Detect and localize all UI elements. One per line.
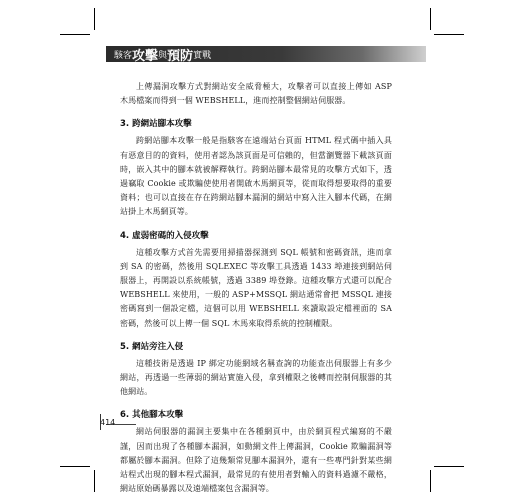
section-paragraph: 網站伺服器的漏洞主要集中在各種網頁中，由於網頁程式編寫的不嚴謹，因而出現了各種腳本漏洞，如動網文件上傳漏洞，Cookie 欺騙漏洞等都屬於腳本漏洞。但除了這幾類常見腳本漏洞外，還有一些專門針對某些網站程式出現的腳本程式漏洞，最常見的有使用者對輸入的資料過濾不嚴格，網站原始碼暴露以及遠端檔案包含漏洞等。: [120, 427, 392, 494]
header-text-2: 攻擊: [132, 48, 159, 64]
section-heading: 6. 其他腳本攻擊: [120, 410, 184, 421]
crop-mark: [434, 34, 464, 35]
section-heading: 3. 跨網站腳本攻擊: [120, 119, 192, 130]
crop-mark: [94, 470, 95, 492]
section-heading: 5. 網站旁注入侵: [120, 341, 184, 352]
page-body: [120, 80, 392, 496]
crop-mark: [60, 34, 90, 35]
crop-mark: [430, 8, 431, 30]
section-paragraph: 跨網站腳本攻擊一般是指駭客在遠端站台頁面 HTML 程式碼中插入具有惡意目的的資料，使用者認為該頁面是可信賴的，但當瀏覽器下載該頁面時，嵌入其中的腳本就被解釋執行。跨網站腳本最常見的攻擊方式如下，透過竊取 Cookie 或欺騙使使用者開啟木馬網頁等，從而取得想要取得的重要資料；也可以直接在存在跨網站腳本漏洞的網站中寫入注入腳本代碼，在網站掛上木馬網頁等。: [120, 136, 392, 217]
header-text-1: 駭客: [114, 50, 133, 61]
section-paragraph: 這種攻擊方式首先需要用掃描器探測到 SQL 帳號和密碼資訊，進而拿到 SA 的密碼，然後用 SQLEXEC 等攻擊工具透過 1433 埠連接到網站伺服器上，再開設以系統帳號，透過 3389 埠登錄。這種攻擊方式還可以配合 WEBSHELL 來使用，一般的 ASP+MSSQL 網站通常會把 MSSQL 連接密碼寫到一個設定檔，這個可以用 WEBSHELL 來讀取設定檔裡面的 SA 密碼，然後可以上傳一個 SQL 木馬來取得系統的控制權限。: [120, 247, 392, 328]
header-text-3: 與: [158, 50, 168, 61]
header-text-4: 預防: [167, 48, 194, 64]
crop-mark: [430, 470, 431, 492]
crop-mark: [60, 466, 90, 467]
page-number: 414: [100, 418, 116, 427]
section-heading: 4. 虛弱密碼的入侵攻擊: [120, 230, 209, 241]
header-text-5: 實戰: [193, 50, 212, 61]
crop-mark: [94, 8, 95, 30]
intro-paragraph: 上傳漏洞攻擊方式對網站安全威脅極大，攻擊者可以直接上傳如 ASP 木馬檔案而得到一個 WEBSHELL，進而控制整個網站伺服器。: [120, 82, 392, 106]
crop-mark: [434, 466, 464, 467]
running-header: [106, 46, 426, 62]
section-paragraph: 這種技術是透過 IP 綁定功能網域名稱查詢的功能查出伺服器上有多少網站，再透過一些薄弱的網站實施入侵，拿到權限之後轉而控制伺服器的其他網站。: [120, 358, 392, 397]
